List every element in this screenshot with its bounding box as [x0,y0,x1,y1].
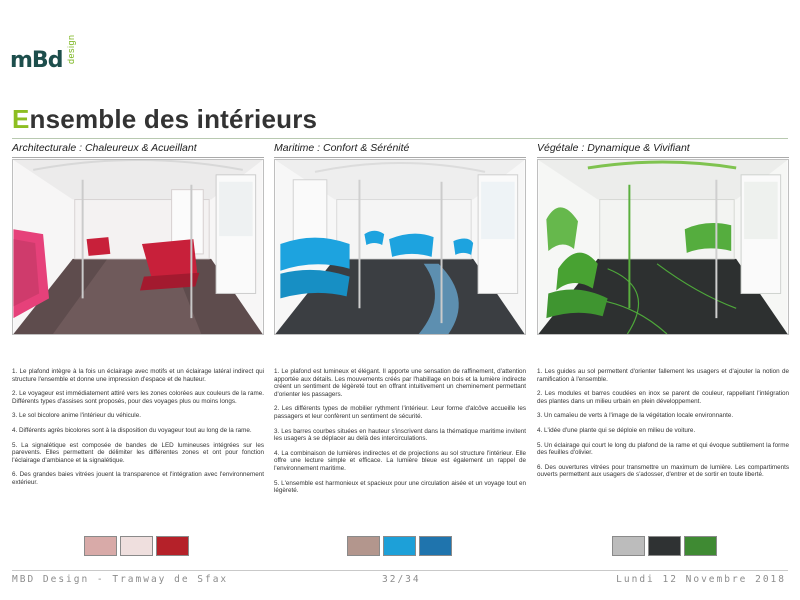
column-divider [12,157,264,158]
color-swatches-maritime [347,536,452,556]
interior-render-architecturale [12,159,264,335]
color-swatch [120,536,153,556]
note-item: 1. Le plafond est lumineux et élégant. Il apporte une sensation de raffinement, d'attention apportée aux détails. Les mouvements créés par l'habillage en bois et la lumière indirecte créent un sentiment de légèreté tout en offrant intuitivement un cheminement permettant d'orienter les passagers. [274,368,526,398]
column-heading: Végétale : Dynamique & Vivifiant [537,142,690,154]
color-swatch [419,536,452,556]
column-heading: Architecturale : Chaleureux & Acueillant [12,142,197,154]
column-notes [12,368,264,487]
title-divider [12,138,788,139]
interior-render-maritime [274,159,526,335]
title-first-letter: E [12,104,30,134]
note-item: 5. Un éclairage qui court le long du plafond de la rame et qui évoque subtilement la forme des feuilles d'olivier. [537,441,789,457]
note-item: 4. Différents agrès bicolores sont à la disposition du voyageur tout au long de la rame. [12,426,252,434]
note-item: 1. Le plafond intègre à la fois un éclairage avec motifs et un éclairage latéral indirect qui structure l'ensemble et donne une impression d'espace et de hauteur. [12,368,264,383]
page-title [12,104,317,135]
note-item: 5. L'ensemble est harmonieux et spacieux pour une circulation aisée et un voyage tout en légèreté. [274,479,526,495]
color-swatch [156,536,189,556]
note-item: 2. Le voyageur est immédiatement attiré vers les zones colorées aux couleurs de la rame. Différents types d'assises sont proposés, pour des voyages plus ou moins longs. [12,390,264,405]
concept-column-architecturale [12,142,264,494]
footer-divider [12,570,788,571]
column-heading: Maritime : Confort & Sérénité [274,142,410,154]
note-item: 4. La combinaison de lumières indirectes et de projections au sol structure l'intérieur. Elle offre une lecture simple et efficace. La lumière bleue est également un rappel de l'environnement maritime. [274,449,526,472]
note-item: 6. Des grandes baies vitrées jouent la transparence et l'intégration avec l'environnement extérieur. [12,471,264,486]
note-item: 5. La signalétique est composée de bandes de LED lumineuses intégrées sur les parevents. Elles permettent de délimiter les différentes zones et ont pour fonction l'éclairage d'ambiance et la signalétique. [12,441,264,464]
note-item: 3. Les barres courbes situées en hauteur s'inscrivent dans la thématique maritime invitent les usagers à se déplacer au delà des intercirculations. [274,427,526,443]
color-swatch [347,536,380,556]
note-item: 3. Le sol bicolore anime l'intérieur du véhicule. [12,412,141,420]
title-rest: nsemble des intérieurs [29,104,318,134]
concept-column-maritime [274,142,526,502]
footer-project: MBD Design - Tramway de Sfax [12,574,229,585]
interior-render-vegetale [537,159,789,335]
footer-date: Lundi 12 Novembre 2018 [616,574,786,585]
logo-wordmark: mBd [10,48,63,73]
color-swatch [612,536,645,556]
mbd-logo [10,30,80,80]
column-divider [537,157,789,158]
color-swatch [684,536,717,556]
note-item: 6. Des ouvertures vitrées pour transmettre un maximum de lumière. Les compartiments ouverts permettent aux usagers de s'adosser, d'entrer et de sortir en toute liberté. [537,463,789,479]
color-swatch [648,536,681,556]
column-notes [537,368,789,479]
color-swatches-vegetale [612,536,717,556]
color-swatch [383,536,416,556]
note-item: 1. Les guides au sol permettent d'orienter fallement les usagers et d'ajouter la notion de ramification à l'ensemble. [537,368,789,383]
column-notes [274,368,526,495]
note-item: 2. Les modules et barres coudées en inox se parent de couleur, rappellant l'intégration des plantes dans un milieu urbain en plein développement. [537,390,789,405]
color-swatch [84,536,117,556]
note-item: 4. L'idée d'une plante qui se déploie en milieu de voiture. [537,426,696,434]
logo-subtext: design [66,34,76,64]
color-swatches-architecturale [84,536,189,556]
column-divider [274,157,526,158]
note-item: 3. Un camaïeu de verts à l'image de la végétation locale environnante. [537,412,734,420]
note-item: 2. Les différents types de mobilier rythment l'intérieur. Leur forme d'alcôve accueille les passagers et leur confèrent un sentiment de sécurité. [274,405,526,420]
concept-column-vegetale [537,142,789,486]
footer-page-number: 32/34 [382,574,421,585]
